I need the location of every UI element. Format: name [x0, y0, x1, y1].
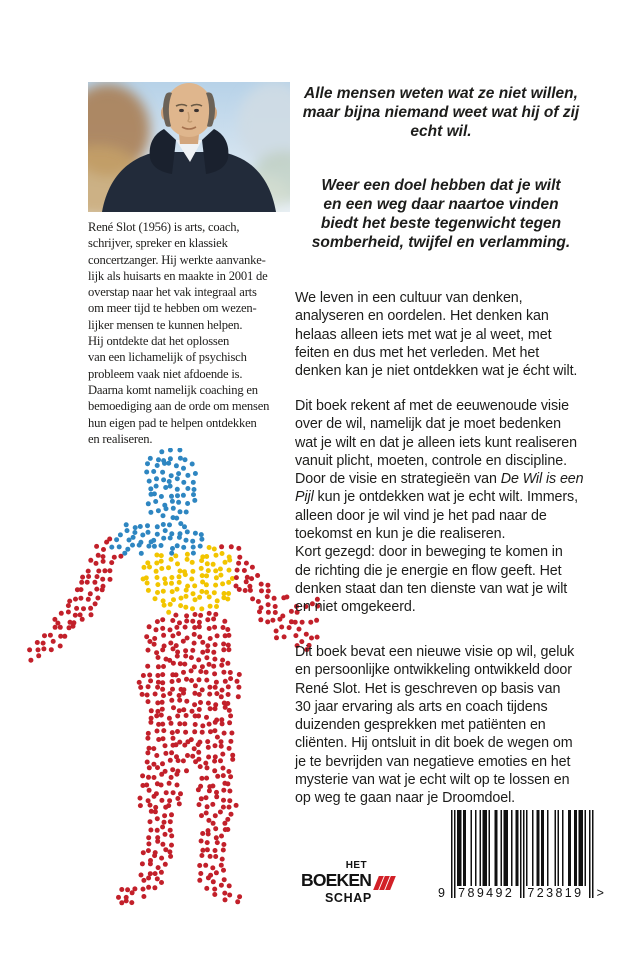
isbn-quiet-zone-mark: > — [596, 886, 604, 900]
isbn-group-2: 723819 — [527, 886, 584, 900]
quote-2: Weer een doel hebben dat je wilt en een weg daar naartoe vinden biedt het beste tegenwicht tegen somberheid, twijfel en verlamming. — [311, 177, 571, 251]
barcode — [437, 810, 605, 900]
author-photo-image — [88, 82, 290, 212]
bookshelf-logo — [301, 861, 393, 904]
author-photo — [88, 82, 290, 212]
logo-word-boeken: BOEKEN — [301, 870, 372, 890]
logo-word-schap: SCHAP — [325, 890, 372, 905]
dotted-human-figure — [20, 448, 330, 946]
paragraph-1: We leven in een cultuur van denken, analyseren en oordelen. Het denken kan helaas alleen iets met wat je al weet, met feiten en dus met het verleden. Met het denken kan je niet ontdekken wat je écht wilt. — [295, 290, 578, 380]
logo-word-het: HET — [345, 860, 367, 871]
isbn-digit-first: 9 — [438, 886, 445, 900]
quote-1: Alle mensen weten wat ze niet willen, maar bijna niemand weet wat hij of zij echt wil. — [302, 85, 580, 140]
leaning-books-icon — [374, 876, 392, 890]
isbn-group-1: 789492 — [458, 886, 515, 900]
barcode-bars — [451, 810, 594, 898]
paragraph-2: Dit boek rekent af met de eeuwenoude visie over de wil, namelijk dat je moet bedenken wat je wilt en dat je alleen iets kunt realiseren vanuit plicht, moeten, controle en discipline. Door de visie en strategieën van De Wil is een Pijl kun je ontdekken wat je echt wilt. Immers, alleen door je wil vind je het pad naar de toekomst en kun je die realiseren. Kort gezegd: door in beweging te komen in de richting die je energie en flow geeft. Het denken staat dan ten dienste van wat je wilt en niet omgekeerd. — [295, 398, 584, 616]
author-bio: René Slot (1956) is arts, coach, schrijver, spreker en klassiek concertzanger. Hij werkte aanvanke- lijk als huisarts en maakte in 2001 de overstap naar het vak integraal arts om meer tijd te hebben om wezen- lijker mensen te kunnen helpen. Hij ontdekte dat het oplossen van een lichamelijk of psychisch probleem vaak niet afdoende is. Daarna komt namelijk coaching en bemoediging aan de orde om mensen hun eigen pad te helpen ontdekken en realiseren. — [88, 220, 270, 446]
paragraph-3: Dit boek bevat een nieuwe visie op wil, geluk en persoonlijke ontwikkeling ontwikkeld door René Slot. Het is geschreven op basis van 30 jaar ervaring als arts en coach tijdens duizenden gesprekken met patiënten en cliënten. Hij ontsluit in dit boek de wegen om je te bevrijden van negatieve emoties en het mysterie van wat je echt wilt op te lossen en op weg te gaan naar je Droomdoel. — [295, 644, 575, 807]
